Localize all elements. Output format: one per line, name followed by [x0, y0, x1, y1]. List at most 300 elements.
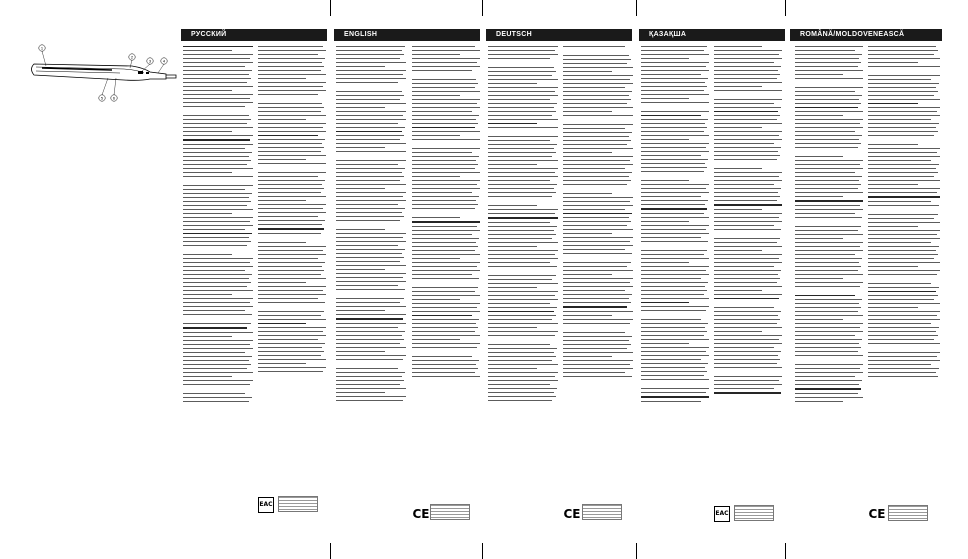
text-line	[412, 376, 480, 377]
text-line	[868, 307, 918, 308]
text-line	[258, 220, 325, 221]
text-line	[336, 160, 406, 161]
text-line	[868, 327, 939, 328]
text-line	[714, 54, 779, 55]
text-line	[563, 152, 612, 153]
text-line	[714, 131, 782, 132]
text-line	[641, 323, 708, 324]
text-line	[488, 127, 558, 128]
text-line	[641, 155, 701, 156]
text-line	[258, 343, 325, 344]
text-line	[714, 246, 782, 247]
callout-2: 2	[130, 54, 134, 60]
text-line	[641, 147, 706, 148]
text-line	[183, 209, 253, 210]
text-line	[641, 363, 708, 364]
text-line	[183, 348, 253, 349]
text-line	[714, 278, 780, 279]
text-line	[868, 246, 939, 247]
text-line	[714, 384, 782, 385]
text-line	[563, 344, 631, 345]
text-line	[795, 246, 860, 247]
text-line	[258, 315, 321, 316]
text-line	[412, 188, 480, 189]
text-line	[795, 376, 855, 377]
text-line	[641, 167, 707, 168]
text-line	[412, 254, 480, 255]
text-line	[868, 87, 936, 88]
text-line	[183, 144, 253, 145]
text-line	[183, 356, 252, 357]
text-line	[563, 290, 625, 291]
text-line	[258, 339, 318, 340]
text-line	[563, 132, 632, 133]
text-line	[795, 184, 861, 185]
text-line	[795, 355, 863, 356]
text-line	[714, 331, 762, 332]
text-line	[183, 205, 247, 206]
text-line	[641, 184, 709, 185]
text-line	[641, 131, 704, 132]
text-line	[563, 156, 633, 157]
text-line	[258, 347, 322, 348]
text-line	[336, 147, 385, 148]
text-line	[258, 163, 326, 164]
text-line	[412, 364, 476, 365]
text-line	[488, 279, 552, 280]
text-line	[868, 184, 918, 185]
text-line	[183, 298, 253, 299]
text-line	[795, 278, 843, 279]
text-line	[258, 242, 306, 243]
text-line	[488, 148, 554, 149]
text-line	[412, 246, 478, 247]
text-line	[714, 46, 762, 47]
text-line	[795, 87, 863, 88]
text-line	[183, 156, 249, 157]
text-line	[563, 213, 632, 214]
text-line	[714, 238, 780, 239]
text-line	[563, 201, 630, 202]
text-line	[336, 131, 402, 132]
disposal-info-box	[888, 505, 928, 521]
text-line	[868, 315, 937, 316]
text-line	[714, 50, 782, 51]
text-line	[336, 392, 385, 393]
text-line	[258, 139, 325, 140]
text-line	[641, 192, 709, 193]
text-line	[488, 95, 558, 96]
text-line	[183, 323, 251, 324]
text-line	[563, 364, 630, 365]
text-line	[795, 119, 863, 120]
text-line	[258, 176, 318, 177]
text-line	[488, 111, 556, 112]
text-line	[258, 123, 326, 124]
text-line	[795, 188, 858, 189]
text-line	[336, 380, 404, 381]
fold-mark	[330, 543, 331, 559]
text-line	[183, 74, 249, 75]
text-line	[641, 204, 705, 205]
ce-mark-icon: CE	[868, 507, 886, 521]
text-line	[868, 79, 931, 80]
text-line	[795, 364, 863, 365]
text-line	[183, 54, 253, 55]
text-line	[868, 83, 939, 84]
text-line	[795, 200, 863, 201]
text-line	[563, 270, 633, 271]
text-line	[336, 62, 406, 63]
text-line	[563, 282, 630, 283]
callout-3: 3	[148, 58, 152, 64]
text-line	[488, 291, 558, 292]
text-line	[488, 246, 537, 247]
text-line	[336, 257, 404, 258]
text-line	[488, 258, 558, 259]
text-line	[795, 111, 863, 112]
fold-mark	[330, 0, 331, 16]
text-line	[258, 62, 322, 63]
fold-mark	[785, 543, 786, 559]
text-line	[336, 74, 403, 75]
text-line	[795, 54, 862, 55]
text-line	[563, 306, 627, 307]
text-line	[336, 314, 406, 315]
text-line	[868, 201, 931, 202]
text-line	[258, 107, 324, 108]
text-line	[714, 115, 780, 116]
text-line	[336, 273, 406, 274]
text-line	[412, 58, 480, 59]
text-line	[868, 262, 940, 263]
text-line	[563, 205, 633, 206]
text-line	[336, 253, 402, 254]
text-line	[868, 295, 938, 296]
disposal-info-box	[278, 496, 318, 512]
text-line	[412, 230, 480, 231]
text-line	[183, 148, 245, 149]
text-line	[868, 176, 934, 177]
text-line	[183, 201, 251, 202]
text-line	[336, 115, 403, 116]
text-line	[795, 230, 858, 231]
text-line	[412, 291, 475, 292]
text-line	[258, 335, 326, 336]
text-line	[563, 241, 630, 242]
text-line	[868, 356, 937, 357]
text-line	[563, 99, 631, 100]
text-line	[795, 115, 843, 116]
text-line	[183, 364, 251, 365]
fold-mark	[482, 0, 483, 16]
text-line	[795, 274, 863, 275]
text-line	[868, 331, 936, 332]
text-line	[868, 242, 931, 243]
text-line	[563, 245, 633, 246]
text-line	[258, 355, 321, 356]
text-line	[641, 50, 704, 51]
text-line	[183, 327, 247, 328]
text-line	[641, 327, 705, 328]
text-line	[488, 295, 555, 296]
text-line	[795, 103, 861, 104]
text-line	[641, 379, 709, 380]
russian-column-2	[258, 46, 326, 494]
text-line	[412, 250, 475, 251]
text-line	[336, 372, 405, 373]
english-column-1	[336, 46, 406, 524]
text-line	[412, 335, 480, 336]
text-line	[868, 250, 936, 251]
text-line	[641, 115, 701, 116]
text-line	[183, 380, 253, 381]
text-line	[868, 238, 940, 239]
section-header-kazakh: ҚАЗАҚША	[639, 29, 785, 41]
text-line	[488, 319, 552, 320]
text-line	[868, 115, 940, 116]
text-line	[795, 156, 843, 157]
text-line	[795, 380, 862, 381]
text-line	[563, 319, 633, 320]
text-line	[336, 168, 405, 169]
text-line	[488, 368, 537, 369]
text-line	[488, 58, 550, 59]
text-line	[641, 188, 706, 189]
deutsch-column-1	[488, 46, 558, 524]
text-line	[868, 46, 936, 47]
text-line	[795, 58, 859, 59]
text-line	[183, 131, 232, 132]
ce-mark-icon: CE	[563, 507, 581, 521]
text-line	[258, 78, 306, 79]
text-line	[563, 221, 631, 222]
text-line	[641, 82, 705, 83]
text-line	[641, 151, 709, 152]
text-line	[183, 152, 252, 153]
text-line	[183, 245, 247, 246]
text-line	[183, 62, 253, 63]
text-line	[563, 103, 627, 104]
text-line	[795, 351, 858, 352]
text-line	[714, 376, 782, 377]
text-line	[258, 184, 322, 185]
text-line	[488, 160, 558, 161]
text-line	[563, 266, 627, 267]
text-line	[563, 79, 630, 80]
text-line	[258, 172, 326, 173]
text-line	[412, 327, 478, 328]
text-line	[336, 343, 400, 344]
text-line	[183, 193, 252, 194]
text-line	[795, 205, 860, 206]
text-line	[868, 339, 934, 340]
text-line	[714, 135, 779, 136]
text-line	[714, 188, 781, 189]
text-line	[258, 298, 318, 299]
text-line	[641, 127, 707, 128]
text-line	[183, 384, 250, 385]
text-line	[488, 311, 554, 312]
text-line	[183, 119, 251, 120]
text-line	[258, 66, 324, 67]
text-line	[258, 266, 322, 267]
callout-6: 6	[112, 95, 116, 101]
text-line	[412, 234, 472, 235]
text-line	[183, 135, 253, 136]
text-line	[714, 58, 782, 59]
text-line	[714, 254, 782, 255]
text-line	[488, 140, 550, 141]
text-line	[563, 75, 633, 76]
text-line	[714, 319, 780, 320]
text-line	[336, 204, 398, 205]
text-line	[795, 303, 859, 304]
text-line	[563, 197, 633, 198]
text-line	[412, 115, 479, 116]
text-line	[488, 83, 537, 84]
text-line	[336, 249, 405, 250]
text-line	[868, 196, 940, 197]
text-line	[641, 388, 709, 389]
text-line	[795, 127, 863, 128]
text-line	[258, 90, 326, 91]
text-line	[488, 99, 550, 100]
text-line	[412, 356, 472, 357]
text-line	[258, 208, 323, 209]
text-line	[258, 155, 326, 156]
text-line	[563, 59, 631, 60]
text-line	[641, 319, 701, 320]
text-line	[795, 295, 855, 296]
text-line	[641, 392, 706, 393]
text-line	[336, 233, 406, 234]
text-line	[412, 87, 475, 88]
text-line	[641, 86, 707, 87]
text-line	[258, 135, 318, 136]
text-line	[868, 168, 936, 169]
text-line	[412, 303, 480, 304]
text-line	[183, 189, 245, 190]
text-line	[258, 224, 322, 225]
text-line	[412, 95, 460, 96]
text-line	[412, 339, 460, 340]
text-line	[868, 135, 934, 136]
text-line	[488, 303, 550, 304]
text-line	[641, 143, 709, 144]
text-line	[868, 99, 940, 100]
text-line	[258, 294, 326, 295]
text-line	[714, 86, 762, 87]
text-line	[183, 94, 253, 95]
disposal-info-box	[582, 504, 622, 520]
text-line	[412, 103, 477, 104]
text-line	[563, 172, 632, 173]
text-line	[714, 204, 782, 205]
text-line	[488, 192, 556, 193]
text-line	[641, 250, 707, 251]
eac-mark-icon: EAC	[258, 497, 274, 513]
text-line	[258, 196, 326, 197]
text-line	[795, 95, 862, 96]
text-line	[412, 160, 476, 161]
text-line	[336, 180, 400, 181]
text-line	[563, 144, 627, 145]
text-line	[641, 254, 704, 255]
text-line	[714, 168, 762, 169]
text-line	[488, 172, 555, 173]
text-line	[258, 46, 323, 47]
text-line	[795, 143, 861, 144]
text-line	[258, 311, 324, 312]
text-line	[258, 200, 306, 201]
text-line	[641, 213, 704, 214]
text-line	[336, 359, 403, 360]
romanian-column-1	[795, 46, 863, 524]
text-line	[641, 359, 701, 360]
text-line	[412, 307, 477, 308]
text-line	[795, 401, 843, 402]
disposal-info-box	[734, 505, 774, 521]
text-line	[641, 98, 689, 99]
text-line	[258, 359, 326, 360]
text-line	[714, 339, 779, 340]
text-line	[183, 106, 245, 107]
text-line	[336, 265, 406, 266]
text-line	[641, 66, 706, 67]
text-line	[795, 270, 858, 271]
text-line	[336, 123, 398, 124]
text-line	[563, 229, 633, 230]
text-line	[336, 212, 402, 213]
text-line	[868, 91, 938, 92]
text-line	[488, 238, 552, 239]
section-header-romanian: ROMÂNĂ/MOLDOVENEASCĂ	[790, 29, 942, 41]
text-line	[412, 46, 475, 47]
text-line	[488, 54, 558, 55]
text-line	[795, 172, 855, 173]
text-line	[563, 111, 612, 112]
text-line	[563, 95, 629, 96]
text-line	[183, 66, 245, 67]
text-line	[641, 347, 709, 348]
text-line	[795, 234, 863, 235]
text-line	[258, 286, 326, 287]
text-line	[641, 262, 689, 263]
text-line	[714, 74, 780, 75]
text-line	[868, 364, 931, 365]
text-line	[868, 222, 940, 223]
text-line	[795, 250, 863, 251]
text-line	[641, 58, 689, 59]
text-line	[563, 107, 633, 108]
text-line	[183, 139, 250, 140]
text-line	[641, 123, 705, 124]
text-line	[563, 164, 633, 165]
text-line	[183, 258, 253, 259]
text-line	[258, 367, 326, 368]
text-line	[714, 221, 782, 222]
text-line	[412, 270, 480, 271]
text-line	[563, 237, 633, 238]
text-line	[412, 127, 475, 128]
text-line	[868, 323, 931, 324]
text-line	[336, 111, 406, 112]
text-line	[336, 298, 404, 299]
text-line	[714, 347, 774, 348]
text-line	[868, 172, 938, 173]
text-line	[641, 180, 689, 181]
